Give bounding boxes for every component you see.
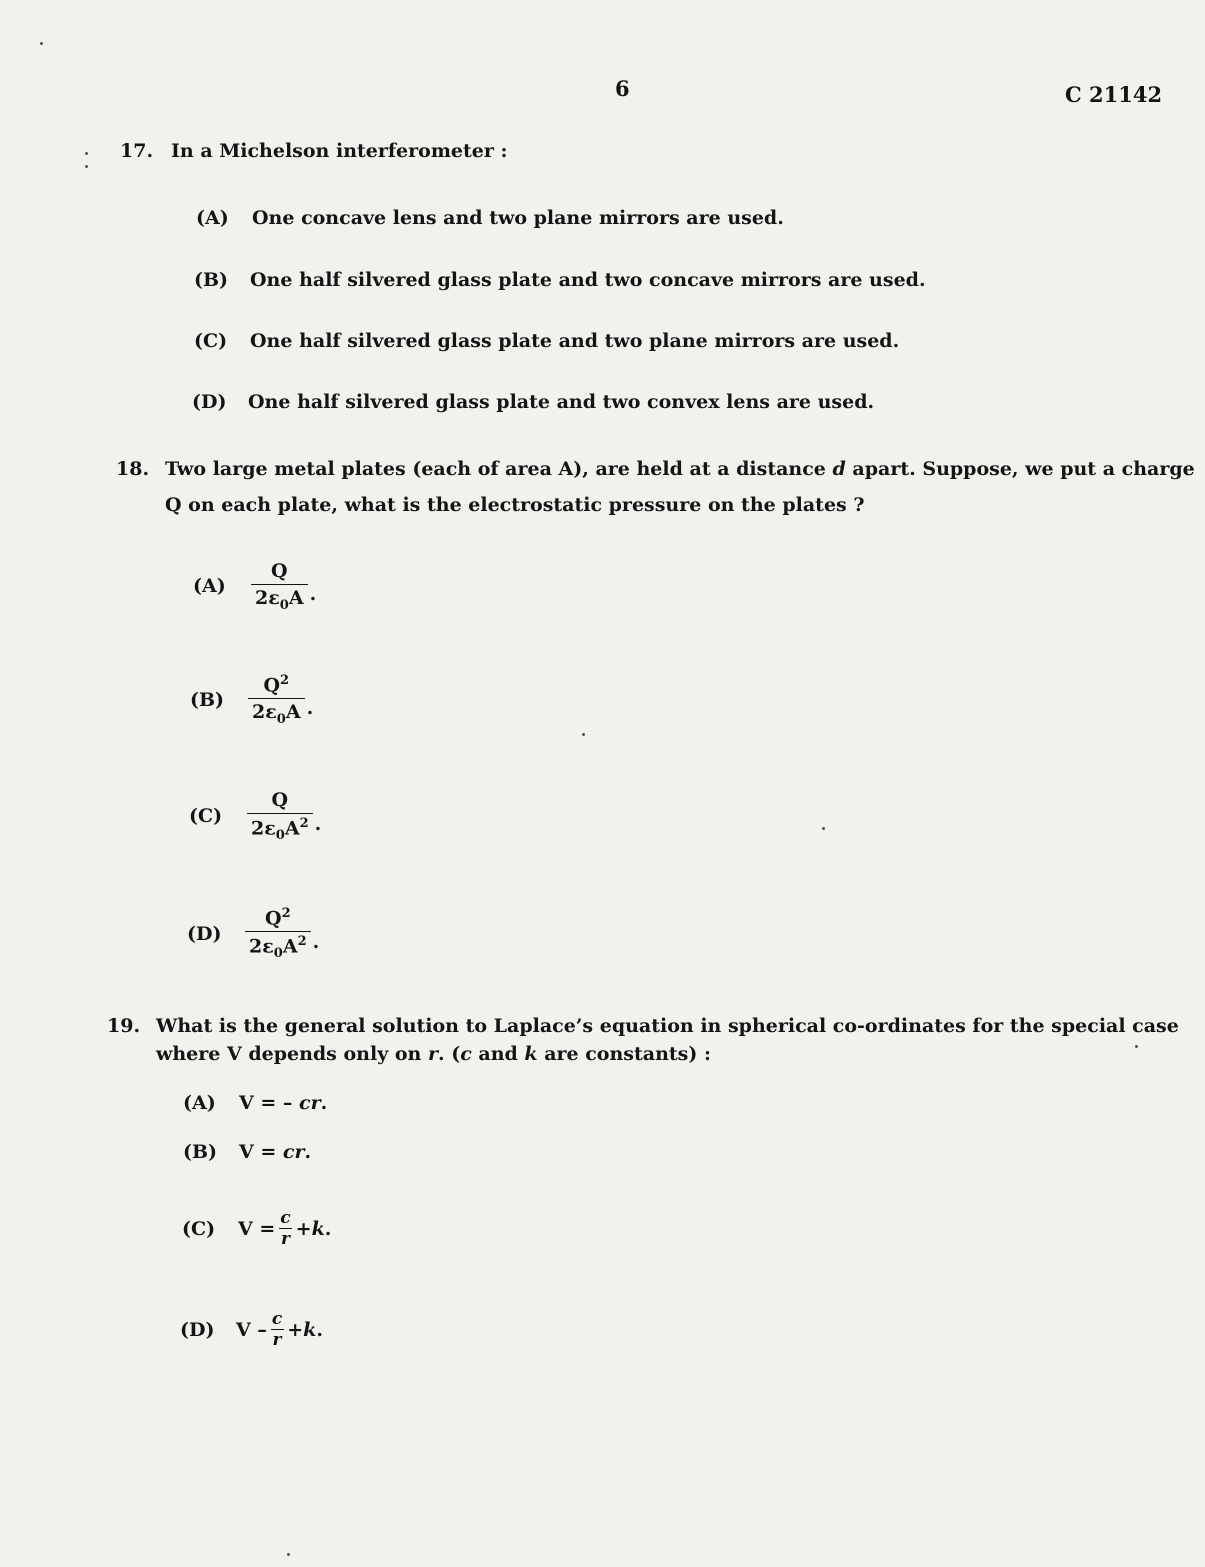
numerator: [261, 906, 295, 931]
plus-sign: +: [287, 1318, 304, 1341]
question-18-option-d: [187, 906, 319, 961]
option-label: (D): [192, 391, 227, 413]
question-19-option-c: [182, 1208, 331, 1249]
subscript: 0: [279, 597, 289, 613]
option-label: (B): [183, 1141, 218, 1163]
fraction: [247, 789, 313, 843]
scan-speck: [822, 827, 825, 830]
scan-speck: [85, 152, 88, 155]
question-17-number: 17.: [120, 140, 154, 162]
denominator-text: 2ε: [252, 701, 277, 724]
text-segment: apart. Suppose, we put a charge: [845, 458, 1195, 480]
option-label: (A): [183, 1092, 216, 1114]
numerator-text: Q: [265, 907, 282, 930]
denominator-tail: A: [282, 935, 298, 958]
denominator-tail: A: [284, 817, 300, 840]
paper-code: C 21142: [1065, 82, 1163, 107]
text-segment: . (: [437, 1043, 461, 1065]
numerator: c: [280, 1208, 291, 1228]
period: .: [304, 1141, 312, 1163]
subscript: 0: [276, 712, 286, 728]
subscript: 0: [275, 828, 285, 844]
question-17-option-b: [194, 269, 926, 291]
period: .: [312, 930, 320, 953]
distance-variable: d: [832, 458, 846, 480]
constant-k: k: [311, 1217, 325, 1240]
page-number: 6: [615, 76, 630, 101]
subscript: 0: [273, 946, 283, 962]
numerator-text: Q: [271, 789, 289, 811]
question-18-option-a: [193, 560, 316, 613]
option-label: (B): [194, 269, 229, 291]
numerator: c: [271, 1309, 283, 1329]
denominator: r: [272, 1330, 282, 1350]
question-19-option-d: [180, 1309, 323, 1350]
denominator: [248, 698, 305, 727]
option-label: (B): [190, 689, 225, 712]
option-text: One half silvered glass plate and two concave mirrors are used.: [250, 269, 926, 291]
fraction: [248, 673, 305, 727]
period: .: [324, 1217, 332, 1240]
denominator-text: 2ε: [249, 935, 274, 958]
question-18-option-b: [190, 673, 313, 727]
text-segment: are constants) :: [537, 1043, 711, 1065]
fraction: [245, 906, 311, 961]
scan-speck: [287, 1553, 290, 1556]
superscript: 2: [299, 816, 309, 831]
option-text: One concave lens and two plane mirrors are used.: [252, 207, 784, 229]
period: .: [309, 583, 317, 606]
denominator-text: 2ε: [255, 587, 280, 609]
question-19-number: 19.: [107, 1015, 141, 1037]
equation-text: V = –: [239, 1092, 300, 1114]
numerator: [267, 560, 292, 584]
denominator: [245, 931, 311, 961]
equation-text: V =: [238, 1217, 276, 1240]
denominator: [251, 584, 308, 613]
question-19-option-b: [183, 1141, 311, 1163]
option-label: (C): [189, 805, 223, 828]
numerator-text: Q: [271, 560, 288, 582]
superscript: 2: [281, 906, 291, 921]
scan-speck: [40, 42, 43, 45]
fraction: [270, 1309, 284, 1350]
period: .: [314, 813, 322, 836]
option-label: (C): [182, 1217, 216, 1240]
text-segment: where V depends only on: [156, 1043, 428, 1065]
period: .: [320, 1092, 328, 1114]
question-18-option-c: [189, 789, 321, 843]
question-17-option-d: [192, 391, 874, 413]
fraction: [251, 560, 308, 613]
numerator: [259, 673, 293, 698]
denominator: [247, 813, 313, 843]
variable-r: r: [427, 1043, 438, 1065]
scan-speck: [85, 165, 88, 168]
option-label: (D): [187, 922, 222, 945]
period: .: [316, 1318, 323, 1341]
question-19-option-a: [183, 1092, 327, 1114]
question-17-option-a: [196, 207, 784, 229]
denominator-tail: A: [285, 701, 301, 724]
variable-k: k: [524, 1043, 538, 1065]
option-label: (C): [194, 330, 228, 352]
plus-sign: +: [295, 1217, 312, 1240]
option-text: One half silvered glass plate and two plane mirrors are used.: [250, 330, 900, 352]
option-label: (A): [193, 575, 226, 598]
text-segment: and: [471, 1043, 525, 1065]
superscript: 2: [280, 673, 290, 688]
show-through-text: [140, 170, 146, 192]
numerator-text: Q: [263, 674, 281, 697]
question-18-line-1: [165, 458, 1195, 480]
question-19-line-2: [156, 1043, 711, 1065]
equation-text: V =: [239, 1141, 283, 1163]
scan-speck: [1135, 1045, 1138, 1048]
text-segment: Two large metal plates (each of area A), are held at a distance: [165, 458, 833, 480]
question-18-number: 18.: [116, 458, 150, 480]
denominator: r: [280, 1229, 290, 1249]
numerator: [268, 789, 293, 813]
question-19-line-1: What is the general solution to Laplace’s equation in spherical co-ordinates for the special case: [156, 1015, 1179, 1037]
option-label: (D): [180, 1318, 215, 1341]
equation-variable: cr: [282, 1141, 305, 1163]
question-18-line-2: Q on each plate, what is the electrostatic pressure on the plates ?: [165, 494, 865, 516]
scan-speck: [582, 733, 585, 736]
question-17-option-c: [194, 330, 899, 352]
equation-text: V –: [236, 1318, 267, 1341]
denominator-tail: A: [288, 587, 304, 609]
variable-c: c: [460, 1043, 472, 1065]
superscript: 2: [297, 934, 307, 950]
period: .: [306, 697, 314, 720]
denominator-text: 2ε: [251, 817, 276, 840]
option-label: (A): [196, 207, 229, 229]
option-text: One half silvered glass plate and two convex lens are used.: [248, 391, 875, 413]
question-17-text: In a Michelson interferometer :: [171, 140, 508, 162]
equation-variable: cr: [299, 1092, 321, 1114]
constant-k: k: [303, 1318, 317, 1341]
fraction: [278, 1208, 292, 1249]
